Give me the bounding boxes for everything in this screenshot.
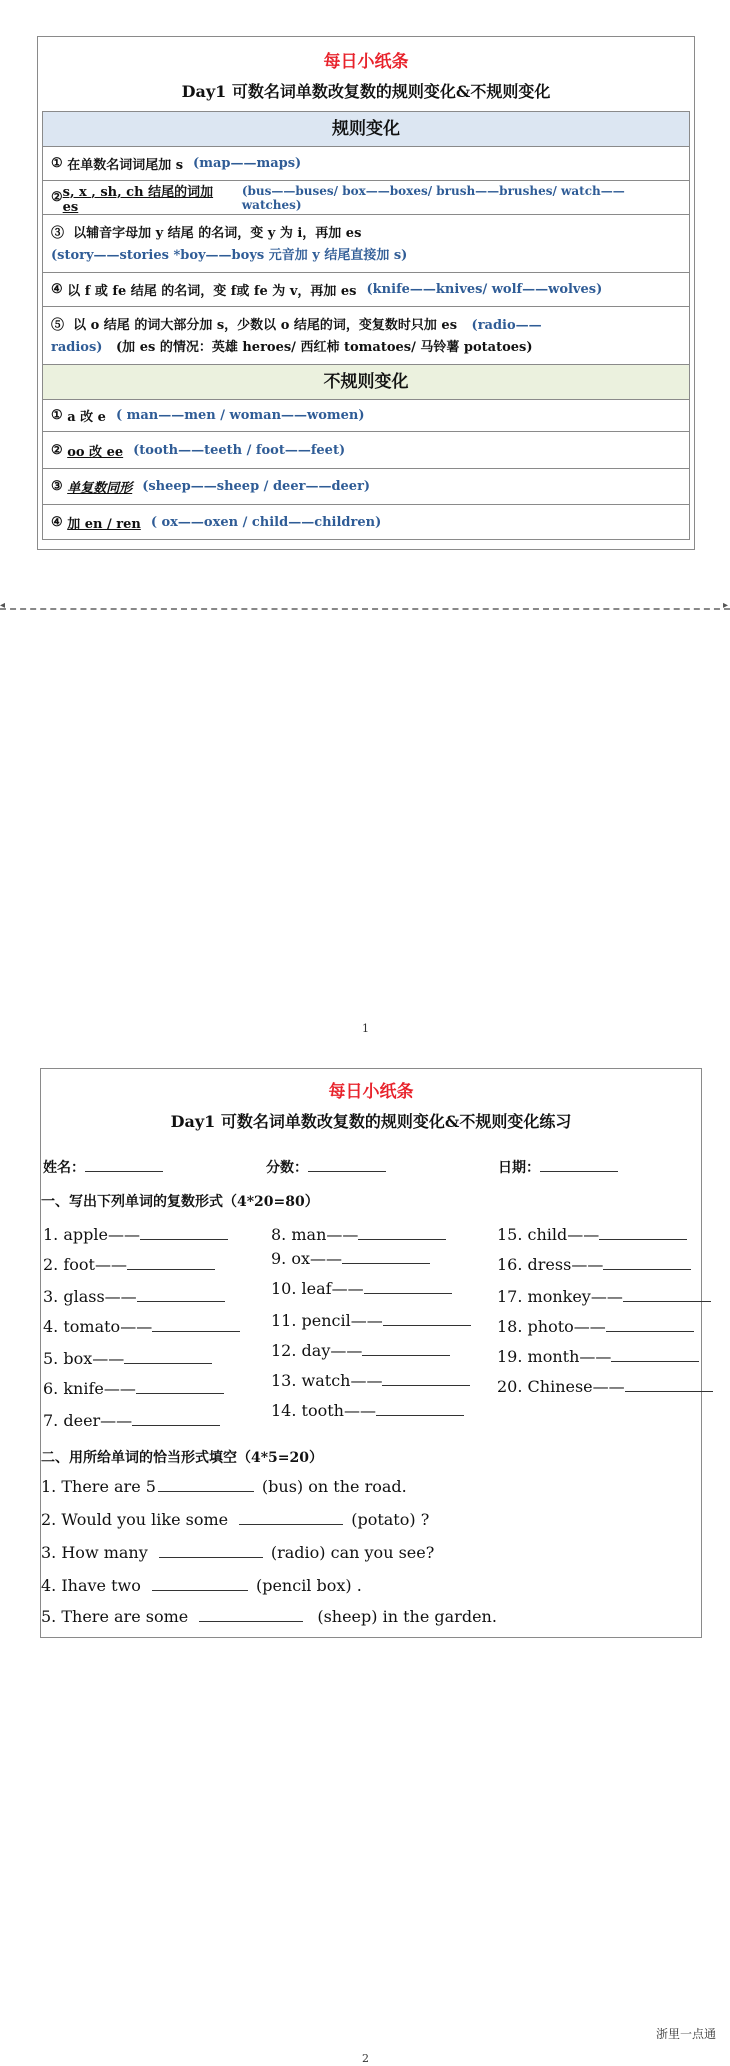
rule-number: ④ — [51, 282, 63, 297]
rule-example: (map——maps) — [193, 156, 302, 171]
word-item: 14. tooth—— — [271, 1401, 464, 1420]
irregular-rule-4 — [42, 505, 690, 540]
exercise-card — [40, 1068, 702, 1638]
sentence-item: 1. There are 5 (bus) on the road. — [41, 1477, 407, 1496]
answer-blank[interactable] — [611, 1347, 699, 1362]
answer-blank[interactable] — [382, 1371, 470, 1386]
word-item: 15. child—— — [497, 1225, 687, 1244]
answer-blank[interactable] — [599, 1225, 687, 1240]
section2-title: 二、用所给单词的恰当形式填空（4*5=20） — [41, 1450, 324, 1466]
irregular-rule-2 — [42, 432, 690, 469]
regular-rule-1 — [42, 147, 690, 181]
answer-blank[interactable] — [199, 1607, 303, 1622]
answer-blank[interactable] — [376, 1401, 464, 1416]
answer-blank[interactable] — [136, 1379, 224, 1394]
word-item: 13. watch—— — [271, 1371, 470, 1390]
card-subtitle: Day1 可数名词单数改复数的规则变化&不规则变化练习 — [170, 1112, 572, 1131]
rule-text: a 改 e — [67, 410, 106, 425]
regular-rule-2 — [42, 181, 690, 215]
word-item: 16. dress—— — [497, 1255, 691, 1274]
sentence-item: 5. There are some (sheep) in the garden. — [41, 1607, 497, 1626]
cut-line-left-icon: ◂ — [0, 600, 6, 611]
rule-example: ( ox——oxen / child——children) — [150, 514, 382, 530]
page-number-1: 1 — [362, 1022, 369, 1035]
rule-text: 以 f 或 fe 结尾 的名词，变 f或 fe 为 v，再加 es — [67, 284, 357, 299]
rule-text: 以辅音字母加 y 结尾 的名词，变 y 为 i，再加 es — [73, 226, 362, 241]
word-item: 12. day—— — [271, 1341, 450, 1360]
word-item: 10. leaf—— — [271, 1279, 452, 1298]
rule-number: ⑤ — [51, 318, 65, 333]
word-item: 19. month—— — [497, 1347, 699, 1366]
sentence-item: 2. Would you like some (potato) ? — [41, 1510, 430, 1529]
rules-card — [37, 36, 695, 550]
rule-text: 在单数名词词尾加 s — [67, 158, 184, 173]
word-item: 5. box—— — [43, 1349, 212, 1368]
answer-blank[interactable] — [127, 1255, 215, 1270]
rule-text: 加 en / ren — [67, 516, 141, 532]
rule-number: ③ — [51, 479, 63, 494]
word-item: 6. knife—— — [43, 1379, 224, 1398]
answer-blank[interactable] — [159, 1543, 263, 1558]
word-item: 20. Chinese—— — [497, 1377, 713, 1396]
footer-brand: 浙里一点通 — [655, 2027, 716, 2041]
rule-number: ③ — [51, 226, 65, 241]
word-item: 11. pencil—— — [271, 1311, 471, 1330]
rule-example: (tooth——teeth / foot——feet) — [133, 442, 346, 458]
page-number-2: 2 — [362, 2052, 369, 2065]
answer-blank[interactable] — [364, 1279, 452, 1294]
rule-example: (sheep——sheep / deer——deer) — [142, 479, 371, 494]
rule-number: ④ — [51, 514, 63, 530]
rule-text: s, x , sh, ch 结尾的词加 es — [62, 184, 214, 215]
answer-blank[interactable] — [362, 1341, 450, 1356]
rule-number: ① — [51, 408, 63, 423]
word-item: 3. glass—— — [43, 1287, 225, 1306]
word-item: 1. apple—— — [43, 1225, 228, 1244]
regular-rule-4 — [42, 273, 690, 307]
rules-table — [42, 111, 690, 540]
date-label: 日期： — [498, 1160, 540, 1176]
irregular-rule-1 — [42, 400, 690, 432]
section1-title: 一、写出下列单词的复数形式（4*20=80） — [41, 1194, 319, 1210]
card-subtitle: Day1 可数名词单数改复数的规则变化&不规则变化 — [181, 82, 551, 101]
sentence-item: 3. How many (radio) can you see? — [41, 1543, 435, 1562]
rule-text: oo 改 ee — [67, 444, 124, 460]
name-input[interactable] — [85, 1157, 163, 1172]
regular-rule-3 — [42, 215, 690, 273]
date-field — [498, 1157, 618, 1177]
answer-blank[interactable] — [124, 1349, 212, 1364]
name-label: 姓名： — [43, 1160, 85, 1176]
word-item: 7. deer—— — [43, 1411, 220, 1430]
word-item: 9. ox—— — [271, 1249, 430, 1268]
irregular-rule-3 — [42, 469, 690, 505]
answer-blank[interactable] — [383, 1311, 471, 1326]
cut-line-right-icon: ▸ — [722, 600, 728, 611]
answer-blank[interactable] — [140, 1225, 228, 1240]
rule-text: 单复数同形 — [67, 481, 133, 496]
answer-blank[interactable] — [623, 1287, 711, 1302]
answer-blank[interactable] — [137, 1287, 225, 1302]
answer-blank[interactable] — [603, 1255, 691, 1270]
sentence-item: 4. Ihave two (pencil box) . — [41, 1576, 362, 1595]
answer-blank[interactable] — [132, 1411, 220, 1426]
answer-blank[interactable] — [152, 1576, 248, 1591]
rule-number: ② — [51, 190, 63, 205]
word-item: 18. photo—— — [497, 1317, 694, 1336]
card-title: 每日小纸条 — [323, 52, 409, 72]
answer-blank[interactable] — [606, 1317, 694, 1332]
rule-example: (knife——knives/ wolf——wolves) — [366, 282, 603, 297]
answer-blank[interactable] — [239, 1510, 343, 1525]
score-label: 分数： — [266, 1160, 308, 1176]
word-item: 2. foot—— — [43, 1255, 215, 1274]
answer-blank[interactable] — [152, 1317, 240, 1332]
name-field — [43, 1157, 163, 1177]
rule-number: ① — [51, 156, 63, 171]
cut-line — [0, 608, 730, 610]
rule-example: (bus——buses/ box——boxes/ brush——brushes/ watch——watches) — [241, 183, 625, 212]
date-input[interactable] — [540, 1157, 618, 1172]
answer-blank[interactable] — [342, 1249, 430, 1264]
answer-blank[interactable] — [625, 1377, 713, 1392]
score-field — [266, 1157, 386, 1177]
answer-blank[interactable] — [358, 1225, 446, 1240]
rule-example-cont: radios) — [51, 340, 103, 355]
regular-rule-5 — [42, 307, 690, 365]
answer-blank[interactable] — [158, 1477, 254, 1492]
card-title: 每日小纸条 — [328, 1082, 414, 1102]
rule-note: (加 es 的情况：英雄 heroes/ 西红柿 tomatoes/ 马铃薯 potatoes) — [116, 340, 533, 355]
word-item: 8. man—— — [271, 1225, 446, 1244]
rule-number: ② — [51, 442, 63, 458]
irregular-header: 不规则变化 — [42, 365, 690, 400]
rule-example: ( man——men / woman——women) — [115, 408, 365, 423]
rule-example: (radio—— — [471, 318, 542, 333]
rule-text: 以 o 结尾 的词大部分加 s，少数以 o 结尾的词，变复数时只加 es — [73, 318, 458, 333]
word-item: 4. tomato—— — [43, 1317, 240, 1336]
score-input[interactable] — [308, 1157, 386, 1172]
rule-example: (story——stories *boy——boys 元音加 y 结尾直接加 s) — [51, 248, 408, 263]
word-item: 17. monkey—— — [497, 1287, 711, 1306]
regular-header: 规则变化 — [42, 111, 690, 147]
